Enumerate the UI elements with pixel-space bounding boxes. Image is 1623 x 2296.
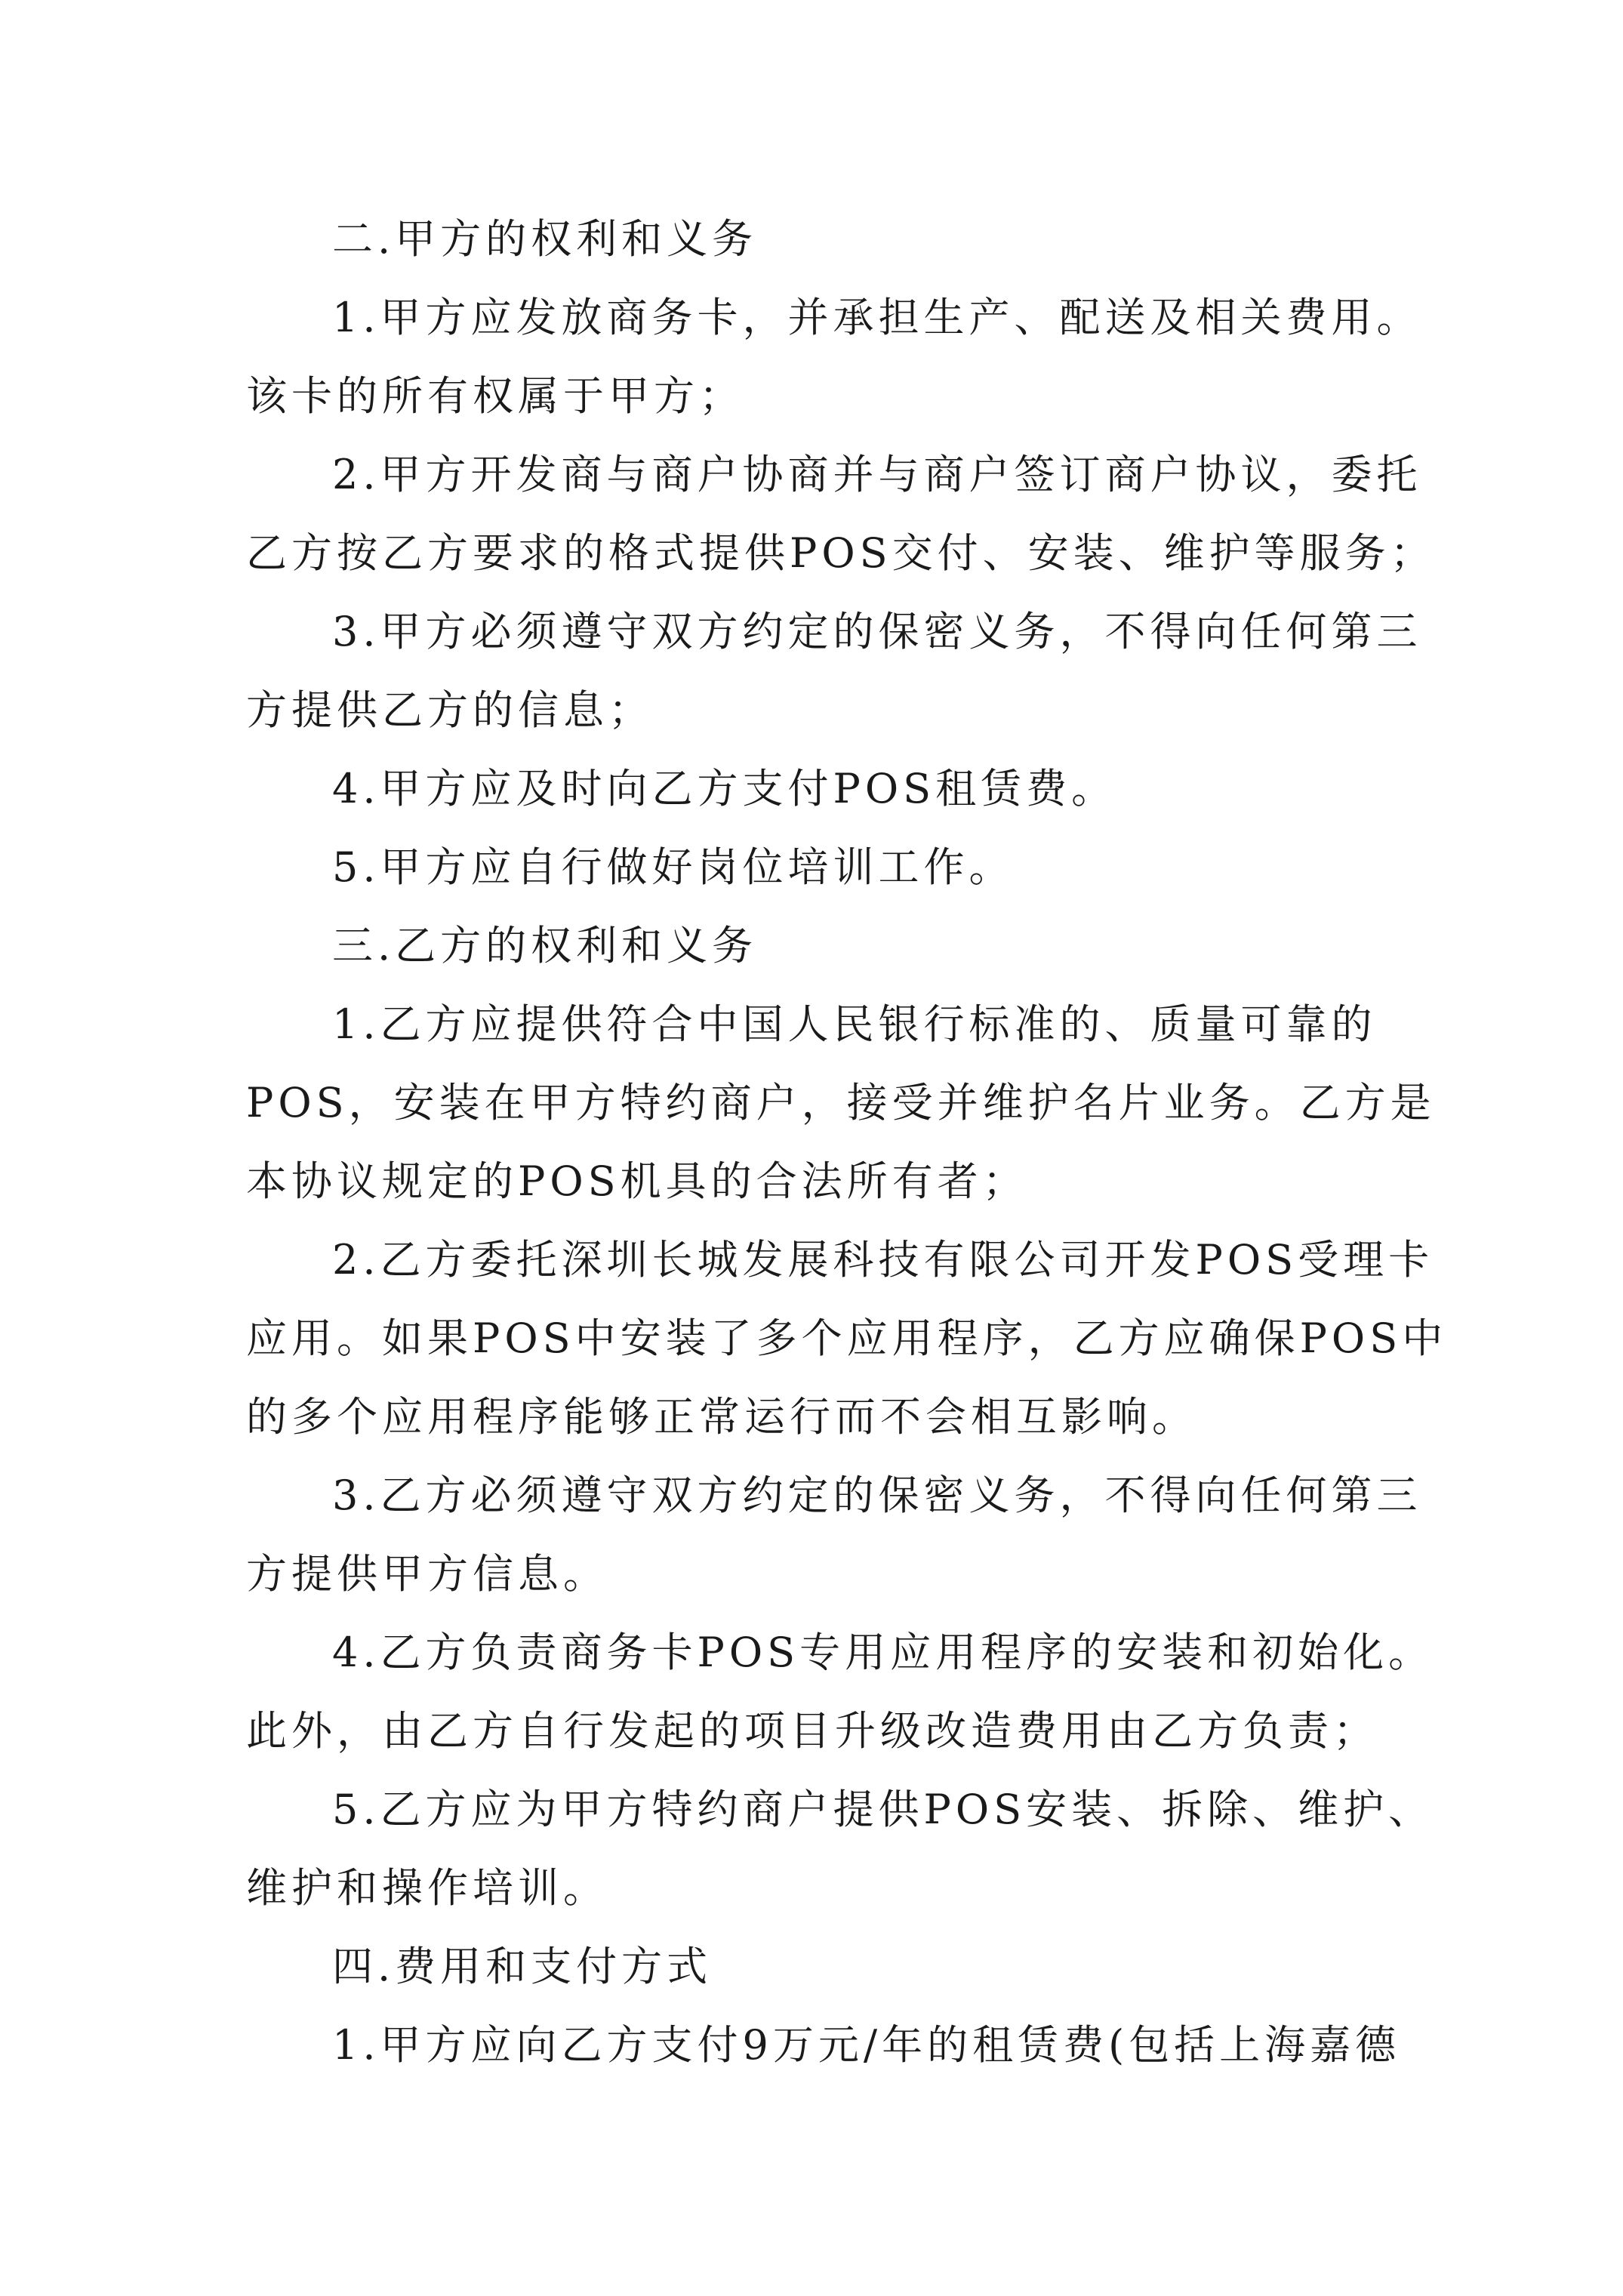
paragraph-line: 维护和操作培训。 (246, 1864, 608, 1912)
paragraph-line: POS，安装在甲方特约商户，接受并维护名片业务。乙方是 (246, 1079, 1436, 1126)
paragraph-line: 3.甲方必须遵守双方约定的保密义务，不得向任何第三 (332, 608, 1422, 655)
paragraph-line: 方提供甲方信息。 (246, 1550, 608, 1598)
section-heading-party-a: 二.甲方的权利和义务 (332, 215, 758, 263)
paragraph-line: 5.甲方应自行做好岗位培训工作。 (332, 843, 1015, 891)
section-heading-fees: 四.费用和支付方式 (332, 1943, 713, 1990)
section-heading-party-b: 三.乙方的权利和义务 (332, 922, 758, 969)
paragraph-line: 的多个应用程序能够正常运行而不会相互影响。 (246, 1393, 1197, 1441)
paragraph-line: 应用。如果POS中安装了多个应用程序，乙方应确保POS中 (246, 1314, 1448, 1362)
paragraph-line: 1.乙方应提供符合中国人民银行标准的、质量可靠的 (332, 1000, 1377, 1048)
paragraph-line: 1.甲方应发放商务卡，并承担生产、配送及相关费用。 (332, 294, 1422, 341)
paragraph-line: 4.乙方负责商务卡POS专用应用程序的安装和初始化。 (332, 1629, 1434, 1676)
paragraph-line: 方提供乙方的信息； (246, 686, 654, 734)
paragraph-line: 此外，由乙方自行发起的项目升级改造费用由乙方负责； (246, 1707, 1378, 1755)
paragraph-line: 2.甲方开发商与商户协商并与商户签订商户协议，委托 (332, 451, 1422, 498)
paragraph-line: 2.乙方委托深圳长城发展科技有限公司开发POS受理卡 (332, 1236, 1434, 1284)
paragraph-line: 4.甲方应及时向乙方支付POS租赁费。 (332, 765, 1117, 812)
paragraph-line: 乙方按乙方要求的格式提供POS交付、安装、维护等服务； (246, 529, 1436, 577)
paragraph-line: 该卡的所有权属于甲方； (246, 372, 744, 420)
paragraph-line: 本协议规定的POS机具的合法所有者； (246, 1157, 1028, 1205)
paragraph-line: 5.乙方应为甲方特约商户提供POS安装、拆除、维护、 (332, 1786, 1434, 1833)
paragraph-line: 1.甲方应向乙方支付9万元/年的租赁费(包括上海嘉德 (332, 2021, 1401, 2069)
paragraph-line: 3.乙方必须遵守双方约定的保密义务，不得向任何第三 (332, 1472, 1422, 1519)
